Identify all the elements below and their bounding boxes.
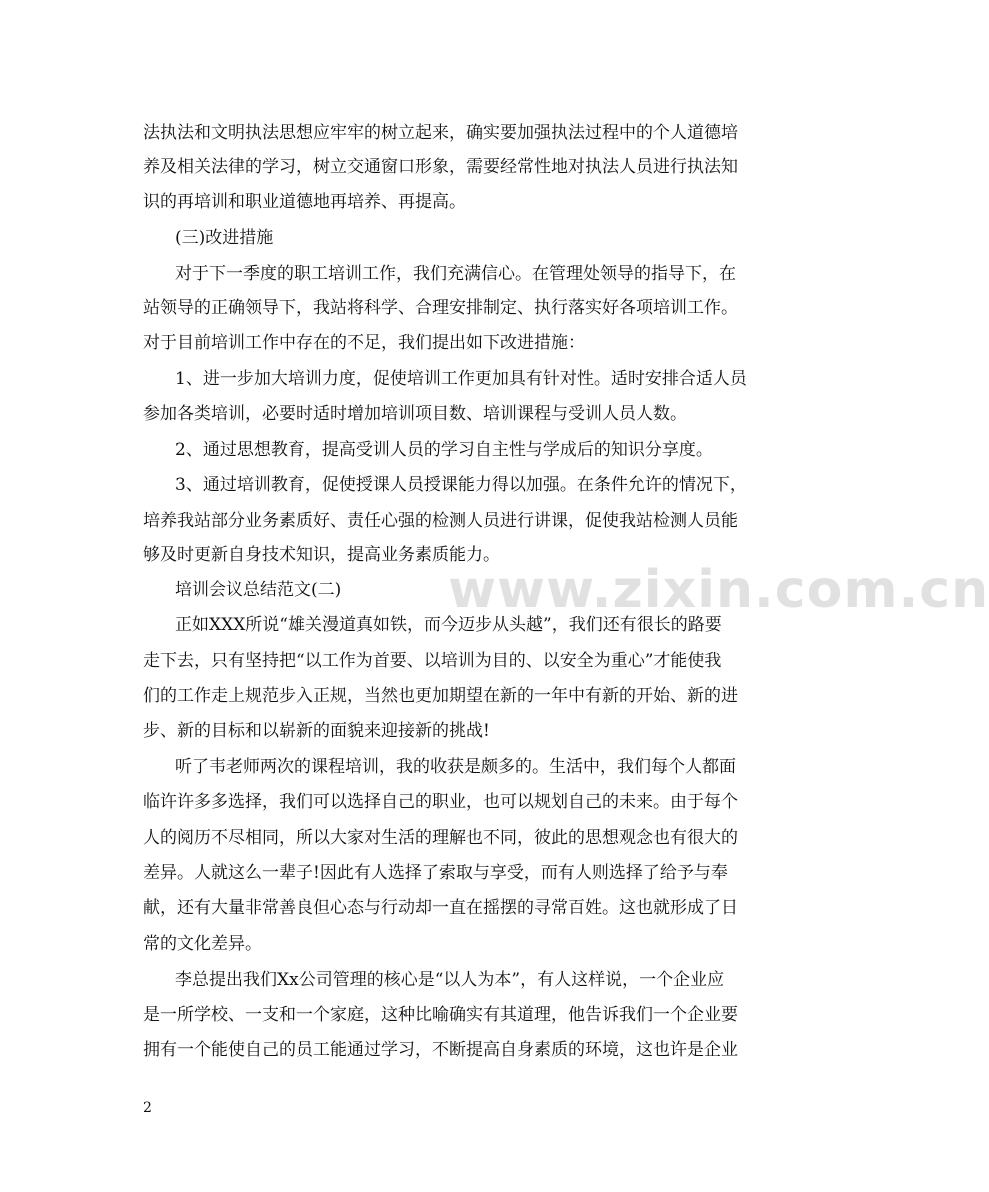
- text-line: 人的阅历不尽相同，所以大家对生活的理解也不同，彼此的思想观念也有很大的: [143, 828, 738, 848]
- list-item: 2、通过思想教育，提高受训人员的学习自主性与学成后的知识分享度。: [175, 440, 713, 460]
- text-line: 正如XXX所说“雄关漫道真如铁，而今迈步从头越”，我们还有很长的路要: [175, 615, 722, 635]
- text-line: 们的工作走上规范步入正规，当然也更加期望在新的一年中有新的开始、新的进: [143, 686, 738, 706]
- text-line: 走下去，只有坚持把“以工作为首要、以培训为目的、以安全为重心”才能使我: [143, 651, 722, 671]
- list-item: 3、通过培训教育，促使授课人员授课能力得以加强。在条件允许的情况下，: [175, 475, 747, 495]
- text-line: 拥有一个能使自己的员工能通过学习，不断提高自身素质的环境，这也许是企业: [143, 1040, 738, 1060]
- watermark: www.zixin.com.cn: [448, 560, 989, 620]
- text-line: 法执法和文明执法思想应牢牢的树立起来，确实要加强执法过程中的个人道德培: [143, 123, 738, 143]
- text-line: 是一所学校、一支和一个家庭，这种比喻确实有其道理，他告诉我们一个企业要: [143, 1005, 738, 1025]
- text-line: 培养我站部分业务素质好、责任心强的检测人员进行讲课，促使我站检测人员能: [143, 511, 738, 531]
- text-line: 常的文化差异。: [143, 934, 262, 954]
- text-line: 站领导的正确领导下，我站将科学、合理安排制定、执行落实好各项培训工作。: [143, 298, 738, 318]
- section-heading: (三)改进措施: [175, 228, 274, 248]
- text-line: 献，还有大量非常善良但心态与行动却一直在摇摆的寻常百姓。这也就形成了日: [143, 898, 738, 918]
- text-line: 对于目前培训工作中存在的不足，我们提出如下改进措施：: [143, 333, 585, 353]
- text-line: 识的再培训和职业道德地再培养、再提高。: [143, 192, 466, 212]
- text-line: 临许许多多选择，我们可以选择自己的职业，也可以规划自己的未来。由于每个: [143, 792, 738, 812]
- text-line: 李总提出我们Xx公司管理的核心是“以人为本”，有人这样说，一个企业应: [175, 970, 725, 990]
- text-line: 参加各类培训，必要时适时增加培训项目数、培训课程与受训人员人数。: [143, 404, 687, 424]
- text-line: 步、新的目标和以崭新的面貌来迎接新的挑战!: [143, 721, 490, 741]
- section-heading: 培训会议总结范文(二): [175, 580, 342, 600]
- text-line: 养及相关法律的学习，树立交通窗口形象，需要经常性地对执法人员进行执法知: [143, 157, 738, 177]
- page-number: 2: [143, 1100, 152, 1116]
- text-line: 听了韦老师两次的课程培训，我的收获是颇多的。生活中，我们每个人都面: [175, 757, 736, 777]
- text-line: 够及时更新自身技术知识，提高业务素质能力。: [143, 545, 500, 565]
- text-line: 差异。人就这么一辈子!因此有人选择了索取与享受，而有人则选择了给予与奉: [143, 863, 728, 883]
- text-line: 对于下一季度的职工培训工作，我们充满信心。在管理处领导的指导下，在: [175, 264, 736, 284]
- list-item: 1、进一步加大培训力度，促使培训工作更加具有针对性。适时安排合适人员: [175, 369, 747, 389]
